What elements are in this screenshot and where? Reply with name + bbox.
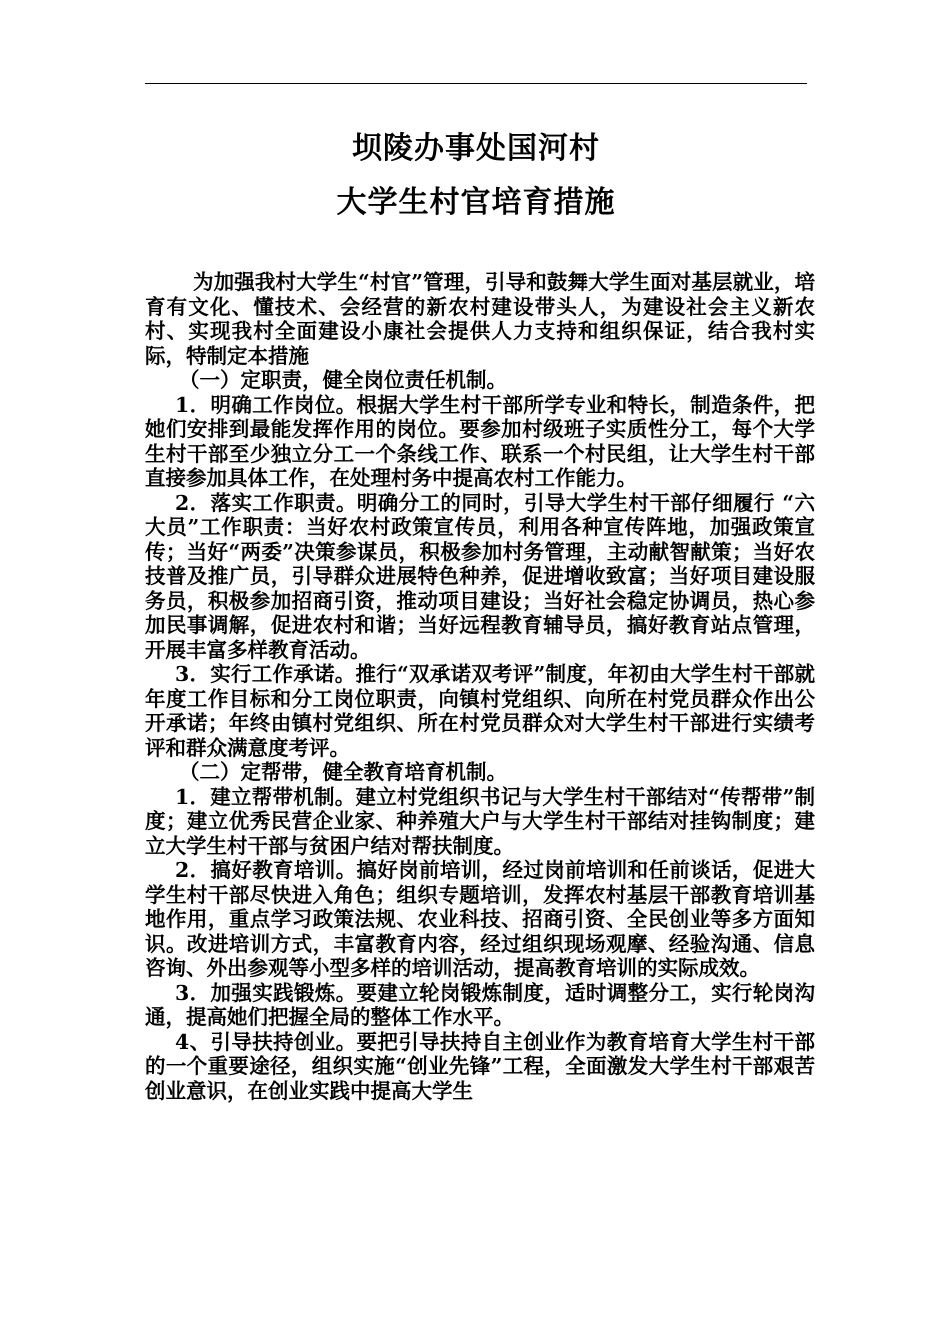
document-title-line-1: 坝陵办事处国河村 — [352, 131, 600, 166]
header-rule — [145, 83, 807, 84]
paragraph-2-1: 1．建立帮带机制。建立村党组织书记与大学生村干部结对“传帮带”制度；建立优秀民营企业家、种养殖大户与大学生村干部结对挂钩制度；建立大学生村干部与贫困户结对帮扶制度。 — [145, 784, 815, 858]
section-heading-2: （二）定帮带，健全教育培育机制。 — [179, 760, 507, 784]
document-title-line-2: 大学生村官培育措施 — [336, 185, 616, 220]
paragraph-1-3: 3．实行工作承诺。推行“双承诺双考评”制度，年初由大学生村干部就年度工作目标和分工岗位职责，向镇村党组织、向所在村党员群众作出公开承诺；年终由镇村党组织、所在村党员群众对大学生村干部进行实绩考评和群众满意度考评。 — [145, 662, 815, 760]
paragraph-2-4: 4、引导扶持创业。要把引导扶持自主创业作为教育培育大学生村干部的一个重要途径，组织实施“创业先锋”工程，全面激发大学生村干部艰苦创业意识，在创业实践中提高大学生 — [145, 1029, 815, 1103]
intro-paragraph: 为加强我村大学生“村官”管理，引导和鼓舞大学生面对基层就业，培育有文化、懂技术、会经营的新农村建设带头人，为建设社会主义新农村、实现我村全面建设小康社会提供人力支持和组织保证，结合我村实际，特制定本措施 — [145, 270, 815, 368]
document-body — [145, 270, 815, 1103]
paragraph-1-2: 2．落实工作职责。明确分工的同时，引导大学生村干部仔细履行 “六大员”工作职责：当好农村政策宣传员，利用各种宣传阵地，加强政策宣传；当好“两委”决策参谋员，积极参加村务管理，主动献智献策；当好农技普及推广员，引导群众进展特色种养，促进增收致富；当好项目建设服务员，积极参加招商引资，推动项目建设；当好社会稳定协调员，热心参加民事调解，促进农村和谐；当好远程教育辅导员，搞好教育站点管理，开展丰富多样教育活动。 — [145, 490, 815, 662]
paragraph-1-1: 1．明确工作岗位。根据大学生村干部所学专业和特长，制造条件，把她们安排到最能发挥作用的岗位。要参加村级班子实质性分工，每个大学生村干部至少独立分工一个条线工作、联系一个村民组，让大学生村干部直接参加具体工作，在处理村务中提高农村工作能力。 — [145, 392, 815, 490]
section-heading-1: （一）定职责，健全岗位责任机制。 — [179, 368, 507, 392]
paragraph-2-3: 3．加强实践锻炼。要建立轮岗锻炼制度，适时调整分工，实行轮岗沟通，提高她们把握全局的整体工作水平。 — [145, 980, 815, 1029]
paragraph-2-2: 2．搞好教育培训。搞好岗前培训，经过岗前培训和任前谈话，促进大学生村干部尽快进入角色；组织专题培训，发挥农村基层干部教育培训基地作用，重点学习政策法规、农业科技、招商引资、全民创业等多方面知识。改进培训方式，丰富教育内容，经过组织现场观摩、经验沟通、信息咨询、外出参观等小型多样的培训活动，提高教育培训的实际成效。 — [145, 858, 815, 980]
